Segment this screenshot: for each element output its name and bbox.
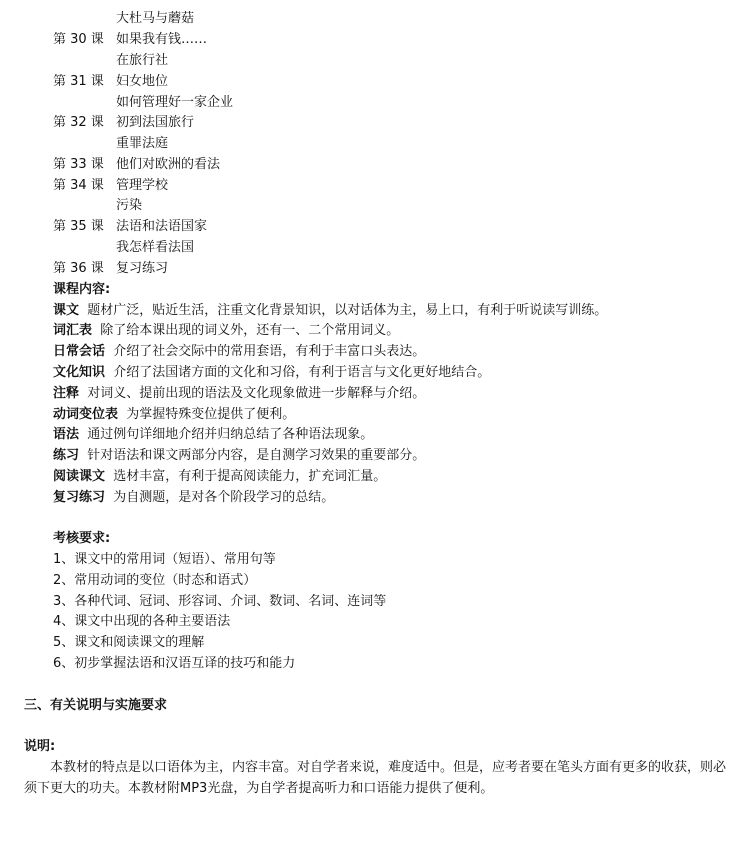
content-item (53, 365, 490, 381)
lesson-title: 大杜马与蘑菇 (116, 11, 195, 26)
content-term: 注释 (53, 386, 80, 401)
content-desc: 通过例句详细地介绍并归纳总结了各种语法现象。 (87, 427, 374, 442)
section-title: 三、有关说明与实施要求 (24, 698, 168, 713)
content-term: 日常会话 (53, 344, 106, 359)
content-term: 动词变位表 (53, 407, 119, 422)
content-item (53, 386, 425, 402)
lesson-title: 我怎样看法国 (116, 240, 195, 255)
note-paragraph (24, 757, 729, 799)
exam-heading: 考核要求: (53, 531, 111, 546)
content-item (53, 303, 607, 319)
content-item (53, 490, 334, 506)
lesson-title: 他们对欧洲的看法 (116, 157, 221, 172)
note-text: 本教材的特点是以口语体为主，内容丰富。对自学者来说，难度适中。但是，应考者要在笔头方面有更多的收获，则必须下更大的功夫。本教材附MP3光盘，为自学者提高听力和口语能力提供了便利。 (24, 760, 727, 796)
lesson-title: 管理学校 (116, 178, 169, 193)
lesson-number: 第 32 课 (53, 115, 104, 130)
lesson-number: 第 35 课 (53, 219, 104, 234)
lesson-title: 妇女地位 (116, 74, 169, 89)
lesson-title: 复习练习 (116, 261, 169, 276)
content-term: 课文 (53, 303, 80, 318)
exam-item: 3、各种代词、冠词、形容词、介词、数词、名词、连词等 (53, 594, 387, 609)
lesson-title: 在旅行社 (116, 53, 169, 68)
content-desc: 介绍了社会交际中的常用套语，有利于丰富口头表达。 (113, 344, 426, 359)
lesson-title: 重罪法庭 (116, 136, 169, 151)
lesson-number: 第 36 课 (53, 261, 104, 276)
content-term: 阅读课文 (53, 469, 106, 484)
content-desc: 除了给本课出现的词义外，还有一、二个常用词义。 (100, 323, 400, 338)
content-desc: 对词义、提前出现的语法及文化现象做进一步解释与介绍。 (87, 386, 426, 401)
content-item (53, 448, 425, 464)
lesson-title: 如果我有钱…… (116, 32, 208, 47)
lesson-title: 法语和法语国家 (116, 219, 208, 234)
content-item (53, 407, 295, 423)
exam-item: 4、课文中出现的各种主要语法 (53, 614, 231, 629)
content-term: 练习 (53, 448, 80, 463)
content-desc: 题材广泛，贴近生活，注重文化背景知识，以对话体为主，易上口，有利于听说读写训练。 (87, 303, 608, 318)
lesson-title: 污染 (116, 198, 143, 213)
content-term: 词汇表 (53, 323, 93, 338)
lesson-title: 初到法国旅行 (116, 115, 195, 130)
lesson-title: 如何管理好一家企业 (116, 95, 234, 110)
content-term: 文化知识 (53, 365, 106, 380)
content-term: 复习练习 (53, 490, 106, 505)
exam-item: 5、课文和阅读课文的理解 (53, 635, 205, 650)
lesson-number: 第 31 课 (53, 74, 104, 89)
exam-item: 2、常用动词的变位（时态和语式） (53, 573, 257, 588)
content-heading: 课程内容: (53, 282, 111, 297)
lesson-number: 第 30 课 (53, 32, 104, 47)
content-desc: 针对语法和课文两部分内容，是自测学习效果的重要部分。 (87, 448, 426, 463)
exam-item: 1、课文中的常用词（短语）、常用句等 (53, 552, 276, 567)
lesson-number: 第 34 课 (53, 178, 104, 193)
content-desc: 选材丰富，有利于提高阅读能力，扩充词汇量。 (113, 469, 387, 484)
content-term: 语法 (53, 427, 80, 442)
content-desc: 介绍了法国诸方面的文化和习俗，有利于语言与文化更好地结合。 (113, 365, 491, 380)
content-item (53, 469, 386, 485)
exam-item: 6、初步掌握法语和汉语互译的技巧和能力 (53, 656, 296, 671)
content-item (53, 344, 425, 360)
note-heading: 说明: (24, 739, 56, 754)
content-item (53, 427, 373, 443)
lesson-number: 第 33 课 (53, 157, 104, 172)
content-item (53, 323, 399, 339)
content-desc: 为自测题，是对各个阶段学习的总结。 (113, 490, 335, 505)
content-desc: 为掌握特殊变位提供了便利。 (126, 407, 296, 422)
